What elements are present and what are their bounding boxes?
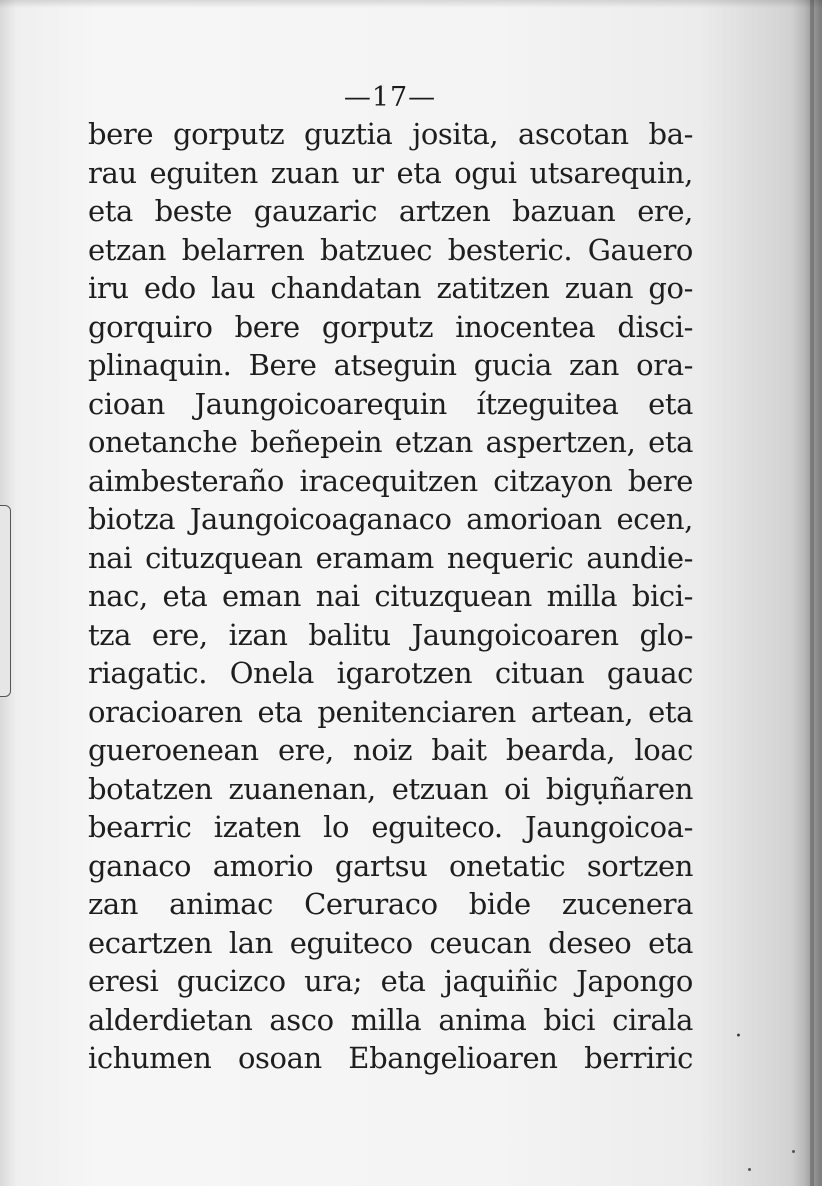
text-line-5: iru edo lau chandatan zatitzen zuan go- (88, 271, 693, 305)
text-line-17: gueroenean ere, noiz bait bearda, loac (88, 733, 693, 767)
text-line-14: tza ere, izan balitu Jaungoicoaren glo- (88, 617, 693, 652)
text-line-20: ganaco amorio gartsu onetatic sortzen (88, 848, 693, 883)
text-line-16: oracioaren eta penitenciaren artean, eta (88, 694, 693, 729)
text-line-10: aimbesteraño iracequitzen citzayon bere (88, 463, 693, 498)
text-line-1: bere gorputz guztia josita, ascotan ba- (88, 117, 693, 151)
text-line-23: eresi gucizco ura; eta jaquiñic Japongo (88, 964, 693, 998)
paper-speck (792, 1150, 795, 1153)
text-line-21: zan animac Ceruraco bide zucenera (88, 887, 693, 921)
right-edge-shadow (792, 0, 822, 1186)
text-line-2: rau eguiten zuan ur eta ogui utsarequin, (88, 155, 693, 190)
text-line-24: alderdietan asco milla anima bici cirala (88, 1002, 693, 1037)
margin-mark: · (735, 1024, 742, 1049)
text-line-22: ecartzen lan eguiteco ceucan deseo eta (88, 925, 693, 960)
text-line-15: riagatic. Onela igarotzen cituan gauac (88, 656, 693, 690)
page-number: —17— (343, 82, 437, 113)
left-edge-tab (0, 505, 11, 697)
text-line-7: plinaquin. Bere atseguin gucia zan ora- (88, 348, 693, 382)
right-binding-band (810, 0, 814, 1186)
text-line-12: nai cituzquean eramam nequeric aundie- (88, 540, 693, 575)
paper-speck (748, 1168, 751, 1171)
text-line-3: eta beste gauzaric artzen bazuan ere, (88, 194, 693, 228)
text-line-8: cioan Jaungoicoarequin ítzeguitea eta (88, 386, 693, 421)
text-line-4: etzan belarren batzuec besteric. Gauero (88, 232, 693, 267)
text-line-6: gorquiro bere gorputz inocentea disci- (88, 309, 693, 344)
text-line-18: botatzen zuanenan, etzuan oi bigụñaren (88, 771, 693, 806)
text-line-9: onetanche beñepein etzan aspertzen, eta (88, 425, 693, 459)
text-line-19: bearric izaten lo eguiteco. Jaungoicoa- (88, 810, 693, 844)
body-text (88, 115, 693, 1078)
text-line-13: nac, eta eman nai cituzquean milla bici- (88, 579, 693, 613)
text-line-25: ichumen osoan Ebangelioaren berriric (88, 1041, 693, 1075)
text-line-11: biotza Jaungoicoaganaco amorioan ecen, (88, 502, 693, 536)
top-edge-shadow (0, 0, 822, 8)
